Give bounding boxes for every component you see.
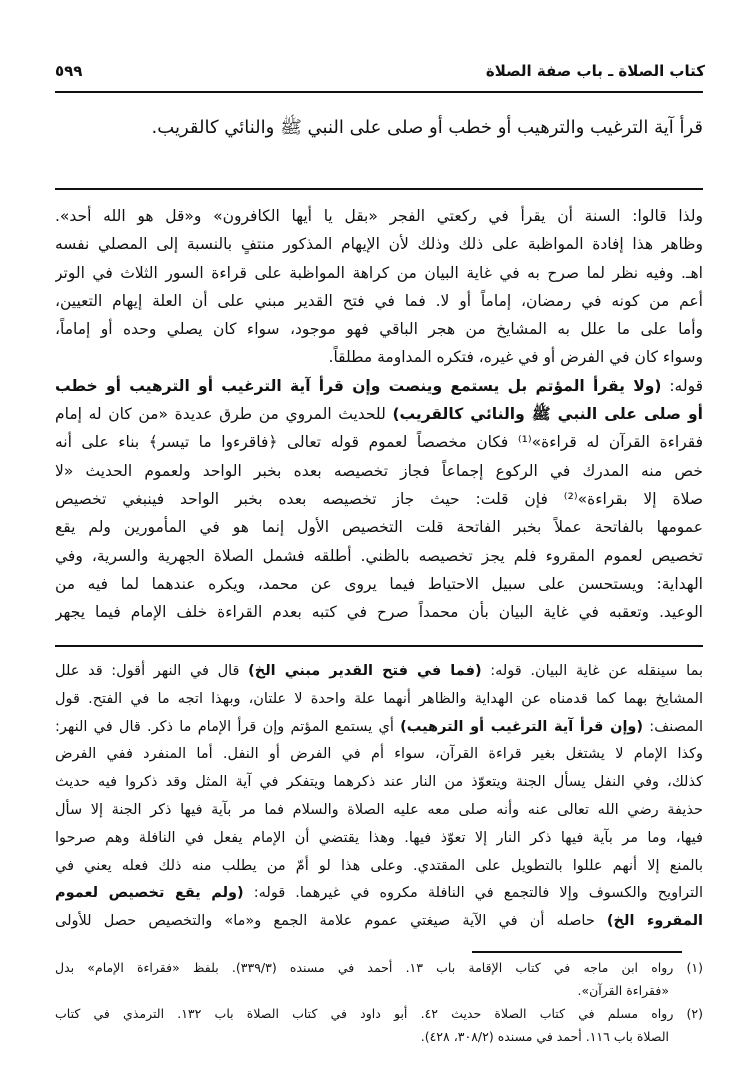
text-line	[55, 825, 703, 853]
text-line	[55, 315, 703, 343]
text-line	[55, 658, 703, 686]
text-line	[55, 853, 703, 881]
quoted-text-segment: أو صلى على النبي ﷺ والنائي كالقريب)	[392, 405, 703, 424]
text-segment: صلاة إلا بقراءة»⁽²⁾ فإن قلت: حيث جاز تخصيصه بعده بخبر الواحد فينبغي تخصيص	[55, 489, 703, 508]
text-segment: المشايخ بهما كما قدمناه عن الهداية والظاهر أنهما علة واحدة لا علتان، وبهذا اتجه ما في الفتح. قول	[55, 690, 703, 707]
text-segment: وكذا الإمام لا يشتغل بغير قراءة القرآن، سواء أم في الفرض أو النفل. أما المنفرد ففي الفرض	[55, 746, 703, 763]
quoted-text-segment: (ولا يقرأ المؤتم بل يستمع وينصت وإن قرأ آية الترغيب أو الترهيب أو خطب	[55, 376, 662, 395]
text-line	[55, 111, 703, 145]
text-line	[55, 372, 703, 400]
hashiya-text	[55, 658, 703, 936]
text-segment: للحديث المروي من طرق عديدة «من كان له إمام	[55, 405, 393, 424]
header-rule	[55, 91, 703, 93]
text-line	[55, 202, 703, 230]
quoted-text-segment: (وإن قرأ آية الترغيب أو الترهيب)	[400, 718, 644, 735]
text-segment: قوله:	[661, 376, 703, 395]
text-segment: أعم من كونه في رمضان، إماماً أو لا. فما في فتح القدير مبني على أن العلة إيهام التعيين،	[55, 291, 703, 310]
text-segment: الصلاة باب ١١٦. أحمد في مسنده (٣٠٨/٢، ٤٢٨).	[420, 1029, 669, 1044]
text-segment: كذلك، وفي النفل يسأل الجنة ويتعوّذ من النار عند ذكرهما ويتفكر في آية المثل وقد ذكروا فيه حديث	[55, 774, 703, 791]
text-line	[55, 343, 703, 371]
text-segment: حاصله أن في الآية صيغتي عموم علامة الجمع و«ما» والتخصيص حصل للأولى	[55, 913, 607, 930]
text-line	[55, 428, 703, 456]
text-line	[55, 880, 703, 908]
text-line	[55, 457, 703, 485]
text-segment: بالمنع إلا أنهم عللوا بالتطويل على المقتدي. وعلى هذا لو أمّ من يطلب منه ذلك فعله يعني في	[55, 857, 703, 874]
text-segment: (٢) رواه مسلم في كتاب الصلاة حديث ٤٢. أبو داود في كتاب الصلاة باب ١٣٢. الترمذي في كتاب	[55, 1006, 703, 1021]
text-segment: عمومها بالفاتحة عملاً بخبر الفاتحة قلت التخصيص الأول إنما هو في المأمورين ولم يقع	[55, 518, 703, 537]
quoted-text-segment: (ولم يقع تخصيص لعموم	[55, 885, 244, 902]
sharh-rule	[55, 645, 703, 647]
text-line	[55, 979, 703, 1002]
text-segment: وسواء كان في الفرض أو في غيره، فتكره المداومة مطلقاً.	[328, 348, 703, 367]
page-number: ٥٩٩	[55, 62, 83, 80]
text-segment: تخصيص لعموم المقروء فلم يجز تخصيصه بالظني. أطلقه فشمل الصلاة الجهرية والسرية، وفي	[55, 546, 703, 565]
text-line	[55, 714, 703, 742]
text-line	[55, 956, 703, 979]
text-line	[55, 769, 703, 797]
text-line	[55, 797, 703, 825]
text-segment: المصنف:	[643, 718, 703, 735]
text-segment: قرأ آية الترغيب والترهيب أو خطب أو صلى على النبي ﷺ والنائي كالقريب.	[151, 117, 703, 138]
text-line	[55, 400, 703, 428]
text-segment: (١) رواه ابن ماجه في كتاب الإقامة باب ١٣. أحمد في مسنده (٣٣٩/٣). بلفظ «فقراءة الإمام» بدل	[55, 960, 703, 975]
text-segment: «فقراءة القرآن».	[577, 983, 669, 998]
text-segment: أي يستمع المؤتم وإن قرأ الإمام ما ذكر. قال في النهر:	[55, 718, 401, 735]
text-segment: وظاهر هذا إفادة المواظبة على ذلك وذلك لأن الإيهام المذكور منتفٍ بالنسبة إلى المصلي نفسه	[55, 235, 703, 254]
text-line	[55, 570, 703, 598]
text-segment: وأما على ما علل به المشايخ من هجر الباقي فهو موجود، سواء كان يصلي وحده أو إماماً،	[55, 320, 703, 339]
text-segment: ولذا قالوا: السنة أن يقرأ في ركعتي الفجر «بقل يا أيها الكافرون» و«قل هو الله أحد».	[55, 207, 703, 225]
text-segment: قال في النهر أقول: قد علل	[55, 663, 249, 679]
matn-rule	[55, 188, 703, 190]
text-line	[55, 230, 703, 258]
quoted-text-segment: المقروء الخ)	[606, 913, 703, 930]
text-segment: الهداية: ويستحسن على سبيل الاحتياط فيما يروى عن محمد، ويكره عندهما لما فيه من	[55, 574, 703, 593]
text-line	[55, 908, 703, 936]
text-line	[55, 1002, 703, 1025]
quoted-text-segment: (فما في فتح القدير مبني الخ)	[248, 663, 482, 679]
text-line	[55, 686, 703, 714]
running-header-title: كتاب الصلاة ـ باب صفة الصلاة	[485, 62, 705, 80]
matn-text	[55, 111, 703, 145]
text-segment: فيها، وما مر بآية فيها ذكر النار إلا تعوّذ فيها. وهذا يقتضي أن الإمام يفعل في النافلة وهم صرحوا	[55, 829, 703, 846]
footnotes	[55, 956, 703, 1048]
text-line	[55, 259, 703, 287]
text-segment: فقراءة القرآن له قراءة»⁽¹⁾ فكان مخصصاً لعموم قوله تعالى ﴿فاقرءوا ما تيسر﴾ بناء على أنه	[55, 433, 703, 452]
text-segment: بما سينقله عن غاية البيان. قوله:	[481, 663, 703, 679]
running-header	[55, 62, 705, 84]
text-line	[55, 1025, 703, 1048]
sharh-text	[55, 202, 703, 626]
text-segment: الوعيد. وتعقبه في غاية البيان بأن محمداً صرح في كتبه بعدم القراءة خلف الإمام فيما يجهر	[55, 603, 703, 622]
text-segment: التراويح والكسوف وإلا فالتجمع في النافلة مكروه في غيرهما. قوله:	[243, 885, 703, 902]
text-line	[55, 542, 703, 570]
text-segment: خص منه المدرك في الركوع إجماعاً فجاز تخصيصه بعده بخبر الواحد ولعموم الحديث «لا	[55, 461, 703, 480]
text-line	[55, 287, 703, 315]
text-line	[55, 598, 703, 626]
text-line	[55, 513, 703, 541]
footnote-rule	[472, 951, 682, 953]
text-segment: اهـ. وفيه نظر لما صرح به في غاية البيان من كراهة المواظبة على قراءة السور الثلاث في الوتر	[55, 263, 703, 282]
text-line	[55, 485, 703, 513]
text-line	[55, 741, 703, 769]
text-segment: حذيفة رضي الله تعالى عنه وأنه صلى معه عليه الصلاة والسلام فما مر بآية فيها ذكر الجنة إلا سأل	[55, 801, 703, 818]
